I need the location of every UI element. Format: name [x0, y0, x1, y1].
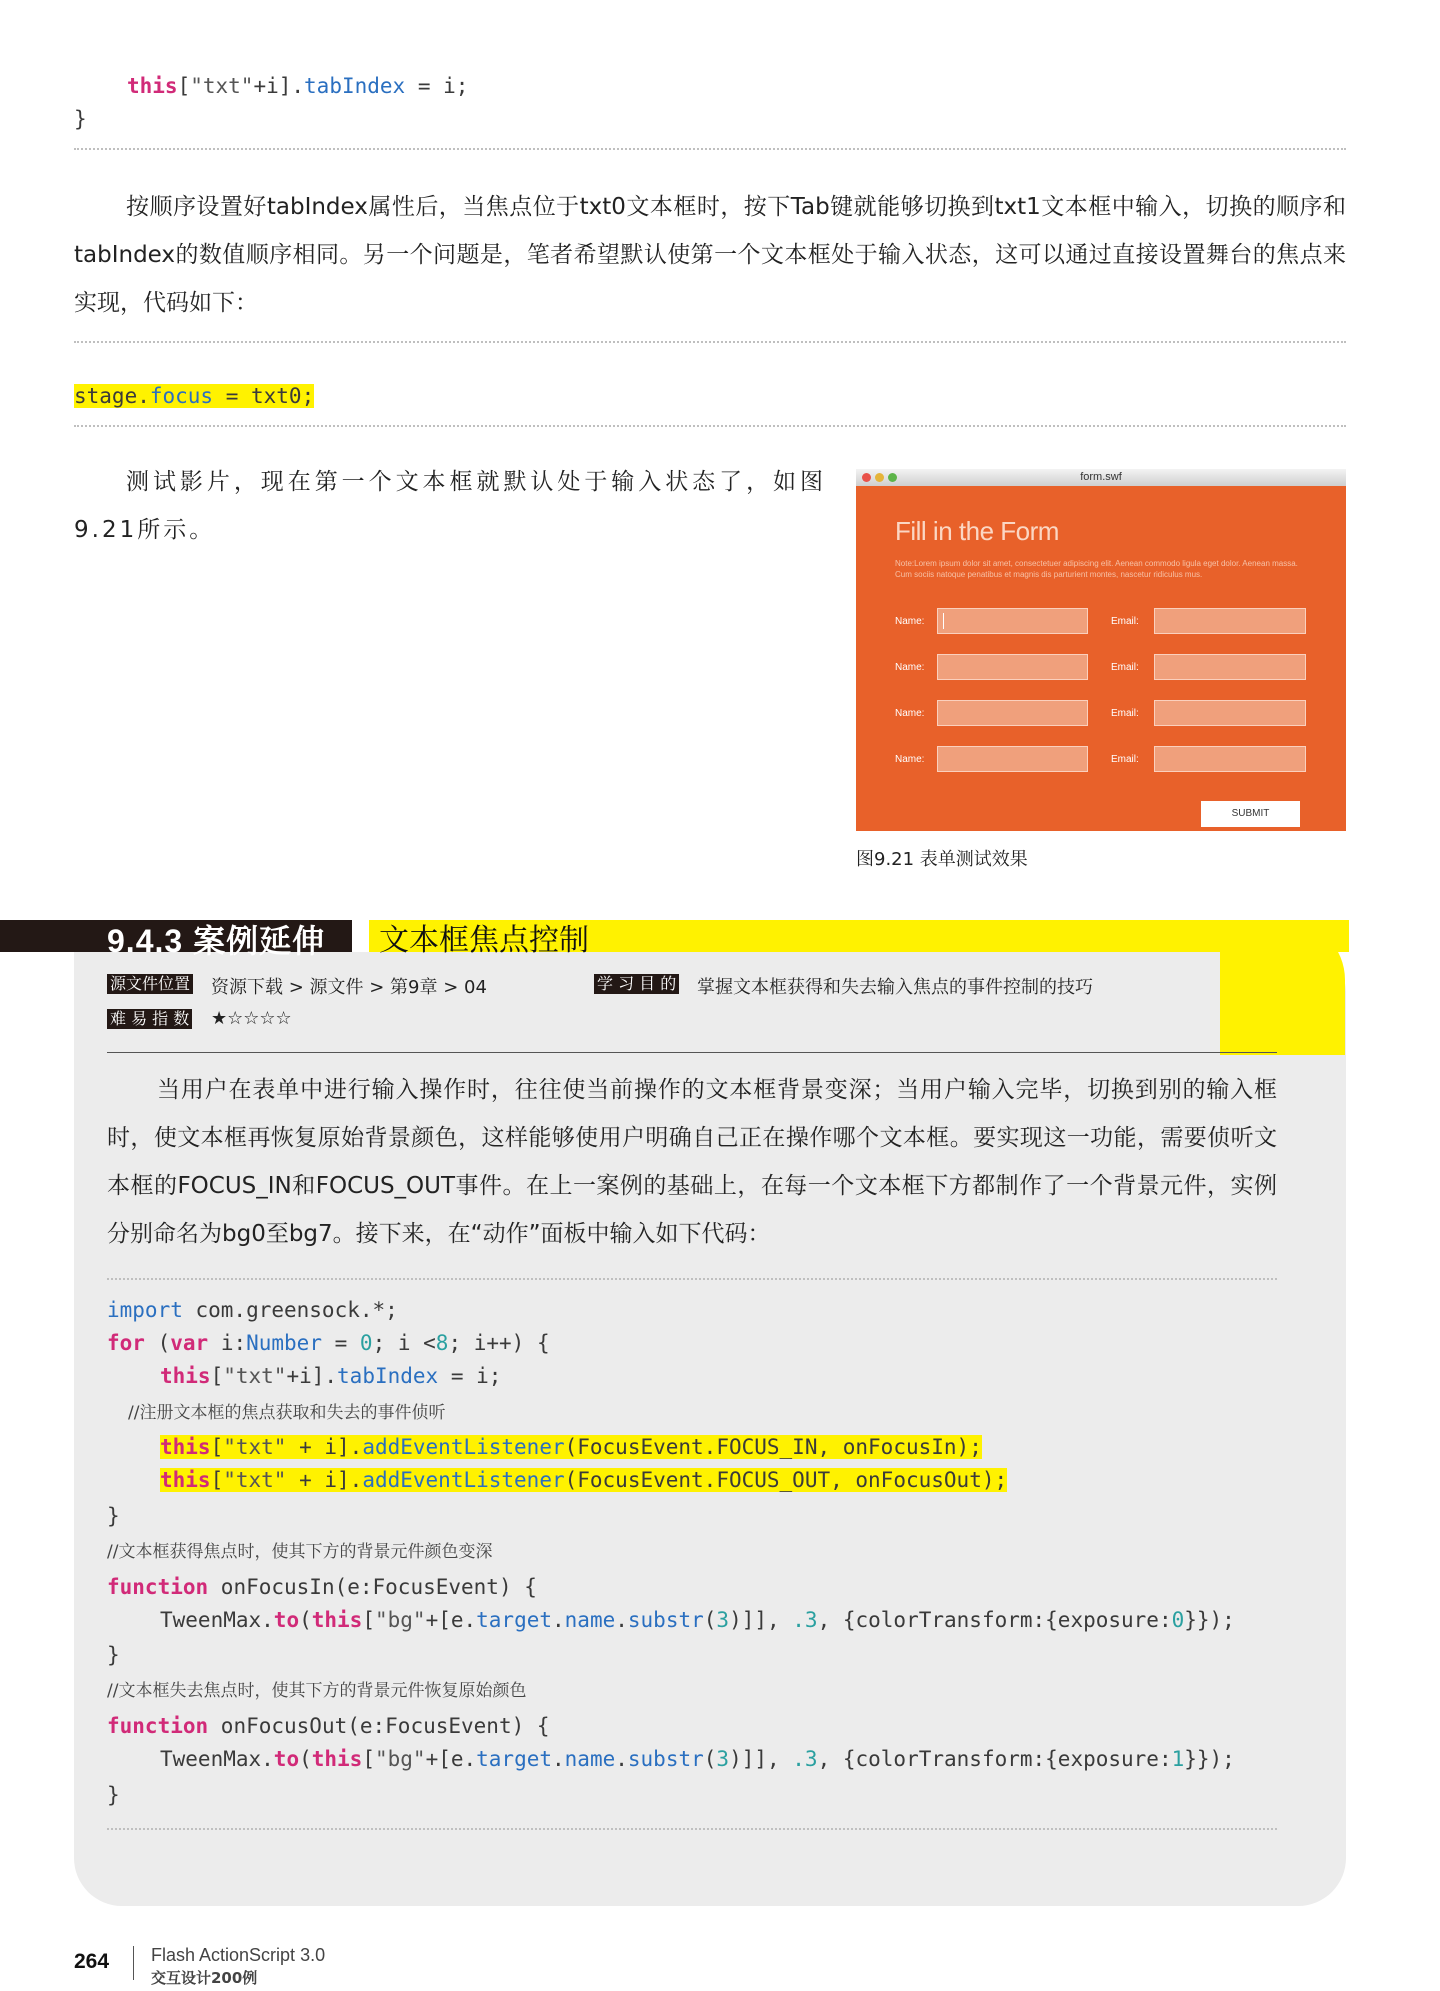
code-property: name: [564, 1608, 616, 1632]
email-input[interactable]: [1154, 746, 1306, 772]
code-top-line-2: }: [74, 107, 87, 131]
code-number: .3: [792, 1747, 818, 1771]
code-token: [: [210, 1468, 224, 1492]
code-comment: //文本框失去焦点时，使其下方的背景元件恢复原始颜色: [107, 1681, 527, 1701]
code-string: "txt": [223, 1468, 287, 1492]
code-token: )]],: [729, 1747, 793, 1771]
name-label: Name:: [895, 616, 925, 627]
code-string: "txt": [223, 1435, 287, 1459]
divider: [107, 1828, 1277, 1830]
code-token: .: [615, 1747, 628, 1771]
submit-button[interactable]: SUBMIT: [1201, 801, 1300, 827]
code-property: focus: [149, 384, 214, 408]
paragraph-2-text: 测试影片，现在第一个文本框就默认处于输入状态了，如图9.21所示。: [74, 469, 826, 543]
code-token: ; i <: [372, 1331, 436, 1355]
code-property: addEventListener: [362, 1435, 565, 1459]
code-keyword: to: [273, 1747, 300, 1771]
code-string: "txt": [223, 1364, 287, 1388]
code-token: =: [321, 1331, 360, 1355]
code-number: 0: [1171, 1608, 1185, 1632]
code-line-tween-in: [160, 1606, 1235, 1634]
code-line-import: [107, 1296, 398, 1324]
code-comment: //注册文本框的焦点获取和失去的事件侦听: [128, 1403, 446, 1423]
code-token: .: [552, 1747, 565, 1771]
window-title: form.swf: [1080, 471, 1122, 483]
footer-book-title: Flash ActionScript 3.0: [151, 1945, 326, 1965]
code-token: onFocusOut(e:FocusEvent) {: [208, 1714, 550, 1738]
code-property: tabIndex: [304, 74, 406, 98]
figure-caption: 图9.21 表单测试效果: [856, 849, 1028, 870]
email-label: Email:: [1111, 616, 1139, 627]
name-label: Name:: [895, 754, 925, 765]
code-keyword: for: [107, 1331, 145, 1355]
code-token: com.greensock.*;: [182, 1298, 398, 1322]
code-property: name: [564, 1747, 616, 1771]
divider: [74, 341, 1346, 343]
email-input[interactable]: [1154, 608, 1306, 634]
code-property: substr: [627, 1608, 704, 1632]
code-string: "txt": [190, 74, 254, 98]
code-property: tabIndex: [337, 1364, 439, 1388]
code-token: (: [299, 1747, 312, 1771]
learning-goal-tag: 学 习 目 的: [594, 974, 679, 994]
window-titlebar: [856, 469, 1346, 487]
page-number: 264: [74, 1950, 110, 1973]
difficulty-tag: 难 易 指 数: [107, 1009, 192, 1029]
code-number: 1: [1171, 1747, 1185, 1771]
learning-goal-value: 掌握文本框获得和失去输入焦点的事件控制的技巧: [697, 977, 1093, 998]
code-token: TweenMax.: [160, 1747, 274, 1771]
name-label: Name:: [895, 662, 925, 673]
code-token: , {colorTransform:{exposure:: [817, 1608, 1172, 1632]
paragraph-1-text: 按顺序设置好tabIndex属性后，当焦点位于txt0文本框时，按下Tab键就能够切换到txt1文本框中输入，切换的顺序和tabIndex的数值顺序相同。另一个问题是，笔者希望默认使第一个文本框处于输入状态，这可以通过直接设置舞台的焦点来实现，代码如下：: [74, 194, 1346, 316]
code-line-focus-out: [160, 1466, 1007, 1494]
code-token: i:: [208, 1331, 247, 1355]
source-location-value: 资源下载 > 源文件 > 第9章 > 04: [211, 977, 487, 998]
code-line-tween-out: [160, 1745, 1235, 1773]
code-token: [: [362, 1608, 375, 1632]
code-token: (FocusEvent.FOCUS_IN, onFocusIn);: [564, 1435, 982, 1459]
email-input[interactable]: [1154, 700, 1306, 726]
code-token: , {colorTransform:{exposure:: [817, 1747, 1172, 1771]
email-label: Email:: [1111, 754, 1139, 765]
code-token: +[e.: [425, 1608, 477, 1632]
code-property: target: [476, 1747, 552, 1771]
code-token: (: [703, 1747, 717, 1771]
code-token: (: [703, 1608, 717, 1632]
code-string: "bg": [374, 1747, 426, 1771]
code-keyword: this: [160, 1435, 211, 1459]
code-line-close-brace: }: [107, 1504, 120, 1528]
name-input[interactable]: [937, 608, 1088, 634]
code-token: .: [615, 1608, 628, 1632]
code-keyword: this: [160, 1364, 211, 1388]
code-token: }});: [1184, 1747, 1235, 1771]
form-panel: [856, 486, 1346, 831]
code-line-tabindex: [160, 1362, 501, 1390]
email-label: Email:: [1111, 708, 1139, 719]
code-number: 3: [716, 1747, 730, 1771]
form-note: Note:Lorem ipsum dolor sit amet, consectetuer adipiscing elit. Aenean commodo ligula eget dolor. Aenean massa. Cum sociis natoque penatibus et magnis dis parturient montes, nascetur ridiculus mus.: [895, 559, 1298, 579]
code-keyword: this: [311, 1747, 363, 1771]
code-keyword: function: [107, 1714, 209, 1738]
paragraph-3: [107, 1066, 1277, 1258]
code-token: (FocusEvent.FOCUS_OUT, onFocusOut);: [564, 1468, 1008, 1492]
code-token: = i;: [405, 74, 469, 98]
figure-screenshot-window: [856, 469, 1346, 831]
code-keyword: this: [127, 74, 178, 98]
paragraph-2: [74, 458, 826, 554]
difficulty-stars: ★☆☆☆☆: [211, 1008, 292, 1029]
code-keyword: import: [107, 1298, 183, 1322]
code-number: 3: [716, 1608, 730, 1632]
code-token: [: [362, 1747, 375, 1771]
code-token: [: [210, 1435, 224, 1459]
code-token: + i].: [286, 1435, 363, 1459]
code-line-onfocusout: [107, 1712, 550, 1740]
code-token: (: [144, 1331, 171, 1355]
code-string: "bg": [374, 1608, 426, 1632]
email-label: Email:: [1111, 662, 1139, 673]
code-token: TweenMax.: [160, 1608, 274, 1632]
code-token: +i].: [286, 1364, 338, 1388]
code-property: target: [476, 1608, 552, 1632]
section-divider: [107, 1052, 1277, 1053]
code-number: 8: [435, 1331, 449, 1355]
name-input[interactable]: [937, 654, 1088, 680]
code-line-onfocusin: [107, 1573, 537, 1601]
code-keyword: this: [160, 1468, 211, 1492]
code-token: +[e.: [425, 1747, 477, 1771]
code-property: addEventListener: [362, 1468, 565, 1492]
code-token: (: [299, 1608, 312, 1632]
divider: [74, 148, 1346, 150]
code-keyword: function: [107, 1575, 209, 1599]
name-input[interactable]: [937, 700, 1088, 726]
code-number: .3: [792, 1608, 818, 1632]
divider: [74, 425, 1346, 427]
form-title: Fill in the Form: [895, 516, 1059, 546]
code-comment: //文本框获得焦点时，使其下方的背景元件颜色变深: [107, 1542, 493, 1562]
code-token: + i].: [286, 1468, 363, 1492]
section-title: 文本框焦点控制: [379, 923, 589, 958]
code-focus-line: [74, 382, 314, 410]
name-label: Name:: [895, 708, 925, 719]
email-input[interactable]: [1154, 654, 1306, 680]
code-number: 0: [359, 1331, 373, 1355]
divider: [107, 1278, 1277, 1280]
code-token: stage.: [74, 384, 150, 408]
code-token: = txt0;: [213, 384, 315, 408]
code-token: }});: [1184, 1608, 1235, 1632]
code-token: +i].: [253, 74, 305, 98]
code-type: Number: [246, 1331, 322, 1355]
code-token: = i;: [438, 1364, 502, 1388]
section-number: 9.4.3 案例延伸: [107, 923, 326, 959]
code-token: )]],: [729, 1608, 793, 1632]
footer-separator: [133, 1946, 134, 1980]
code-keyword: to: [273, 1608, 300, 1632]
code-line-focus-in: [160, 1433, 982, 1461]
code-token: onFocusIn(e:FocusEvent) {: [208, 1575, 537, 1599]
code-token: [: [177, 74, 191, 98]
code-property: substr: [627, 1747, 704, 1771]
code-token: .: [552, 1608, 565, 1632]
paragraph-3-text: 当用户在表单中进行输入操作时，往往使当前操作的文本框背景变深；当用户输入完毕，切换到别的输入框时，使文本框再恢复原始背景颜色，这样能够使用户明确自己正在操作哪个文本框。要实现这一功能，需要侦听文本框的FOCUS_IN和FOCUS_OUT事件。在上一案例的基础上，在每一个文本框下方都制作了一个背景元件，实例分别命名为bg0至bg7。接下来，在“动作”面板中输入如下代码：: [107, 1077, 1277, 1247]
name-input[interactable]: [937, 746, 1088, 772]
code-line-close-brace: }: [107, 1783, 120, 1807]
text-cursor: [943, 613, 944, 629]
code-keyword: this: [311, 1608, 363, 1632]
paragraph-1: [74, 183, 1346, 327]
code-token: [: [210, 1364, 224, 1388]
code-token: ; i++) {: [448, 1331, 550, 1355]
footer-book-subtitle: 交互设计200例: [151, 1969, 258, 1987]
code-line-close-brace: }: [107, 1643, 120, 1667]
code-top-line-1: [127, 72, 468, 100]
source-location-tag: 源文件位置: [107, 974, 193, 994]
code-keyword: var: [170, 1331, 209, 1355]
code-line-for: [107, 1329, 550, 1357]
